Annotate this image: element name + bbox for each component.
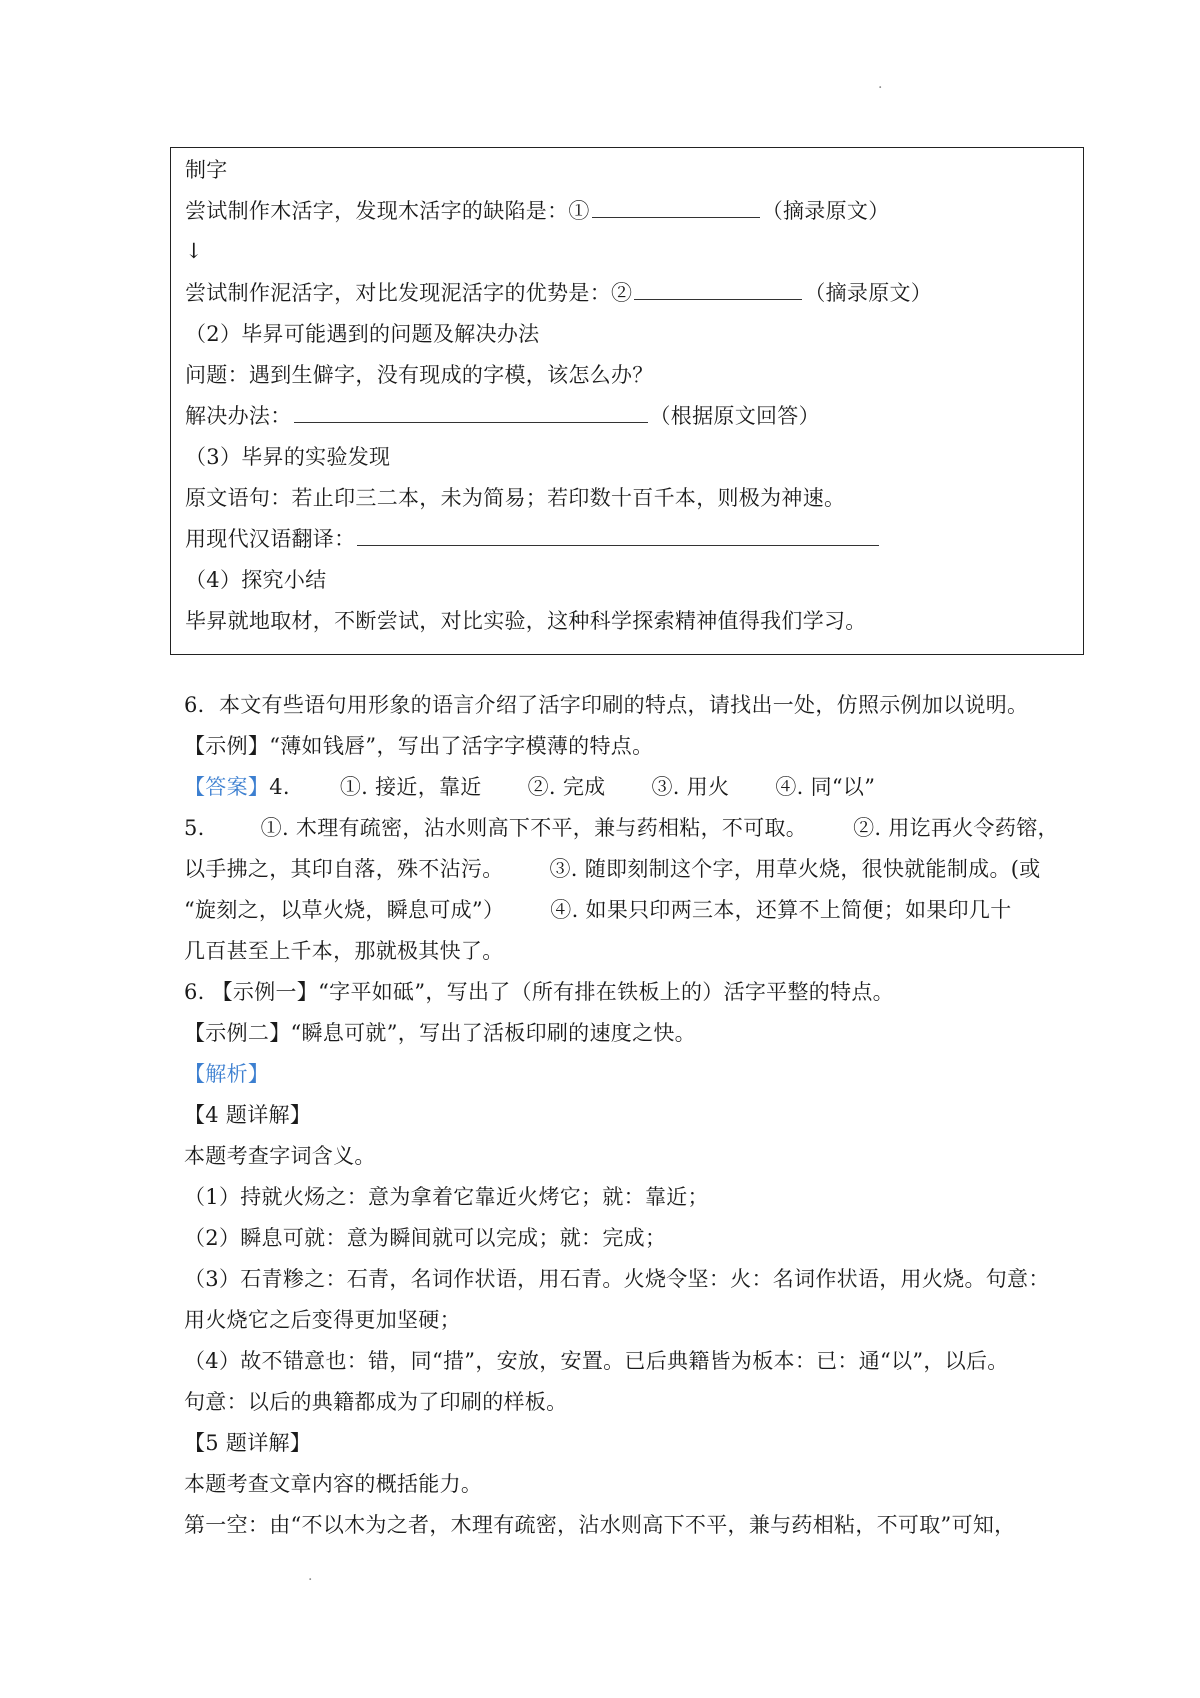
answer-blank[interactable] [592, 197, 760, 218]
paragraph: 第一空：由“不以木为之者，木理有疏密，沾水则高下不平，兼与药相粘，不可取”可知， [184, 1513, 1016, 1537]
answer-item: ②. 用讫再火令药镕， [853, 816, 1059, 840]
answer-item: ④. 如果只印两三本，还算不上简便；如果印几十 [550, 898, 1012, 922]
answer-item: ④. 同“以” [775, 775, 876, 799]
down-arrow: ↓ [185, 239, 203, 263]
paragraph: （3）石青糁之：石青，名词作状语，用石青。火烧令坚：火：名词作状语，用火烧。句意： [184, 1267, 1050, 1291]
answer-5-line [184, 854, 1041, 884]
answer-4-line [184, 772, 875, 802]
answer-blank[interactable] [634, 279, 802, 300]
example-line: 【示例】“薄如钱唇”，写出了活字字模薄的特点。 [184, 734, 654, 758]
answer-number: 4. [269, 775, 290, 799]
table-text: 尝试制作木活字，发现木活字的缺陷是：① [185, 199, 590, 223]
table-line: 毕昇就地取材，不断尝试，对比实验，这种科学探索精神值得我们学习。 [185, 609, 867, 633]
paragraph: 用火烧它之后变得更加坚硬； [184, 1308, 461, 1332]
paragraph: 句意：以后的典籍都成为了印刷的样板。 [184, 1390, 568, 1414]
answer-5-line [184, 895, 1012, 925]
answer-5-line [184, 813, 1059, 843]
table-text: 解决办法： [185, 404, 292, 428]
table-line: （4）探究小结 [185, 568, 327, 592]
answer-item: ③. 用火 [651, 775, 730, 799]
question-6: 6．本文有些语句用形象的语言介绍了活字印刷的特点，请找出一处，仿照示例加以说明。 [184, 693, 1029, 717]
detail-5-title: 【5 题详解】 [184, 1431, 312, 1455]
table-line [185, 196, 890, 226]
answer-blank[interactable] [294, 402, 648, 423]
paragraph: （1）持就火炀之：意为拿着它靠近火烤它；就：靠近； [184, 1185, 709, 1209]
answer-item: ①. 接近，靠近 [339, 775, 482, 799]
detail-4-title: 【4 题详解】 [184, 1103, 312, 1127]
answer-blank[interactable] [357, 525, 879, 546]
answer-5-line: 几百甚至上千本，那就极其快了。 [184, 939, 504, 963]
answer-item: ①. 木理有疏密，沾水则高下不平，兼与药相粘，不可取。 [260, 816, 808, 840]
answer-tag: 【答案】 [184, 775, 270, 799]
table-line: （3）毕昇的实验发现 [185, 445, 391, 469]
answer-item: “旋刻之，以草火烧，瞬息可成”） [184, 898, 505, 922]
analysis-tag: 【解析】 [184, 1062, 270, 1086]
table-line: 问题：遇到生僻字，没有现成的字模，该怎么办？ [185, 363, 654, 387]
table-line: 原文语句：若止印三二本，未为简易；若印数十百千本，则极为神速。 [185, 486, 846, 510]
answer-6-line: 【示例二】“瞬息可就”，写出了活板印刷的速度之快。 [184, 1021, 696, 1045]
table-text: （根据原文回答） [649, 404, 820, 428]
table-line [185, 524, 881, 554]
answer-item: 以手拂之，其印自落，殊不沾污。 [184, 857, 504, 881]
table-text: （摘录原文） [804, 281, 933, 305]
paragraph: （4）故不错意也：错，同“措”，安放，安置。已后典籍皆为板本：已：通“以”，以后。 [184, 1349, 1009, 1373]
answer-item: ②. 完成 [527, 775, 606, 799]
paragraph: 本题考查字词含义。 [184, 1144, 376, 1168]
table-line [185, 401, 820, 431]
table-text: 用现代汉语翻译： [185, 527, 356, 551]
exploration-table [170, 147, 1084, 655]
answer-number: 5. [184, 816, 205, 840]
table-text: 尝试制作泥活字，对比发现泥活字的优势是：② [185, 281, 633, 305]
answer-6-line: 6. 【示例一】“字平如砥”，写出了（所有排在铁板上的）活字平整的特点。 [184, 980, 894, 1004]
table-line: （2）毕昇可能遇到的问题及解决办法 [185, 322, 540, 346]
answer-item: ③. 随即刻制这个字，用草火烧，很快就能制成。(或 [549, 857, 1041, 881]
scan-dot-bottom: · [308, 1572, 313, 1588]
paragraph: （2）瞬息可就：意为瞬间就可以完成；就：完成； [184, 1226, 667, 1250]
table-line: 制字 [185, 158, 228, 182]
paragraph: 本题考查文章内容的概括能力。 [184, 1472, 483, 1496]
table-line [185, 278, 932, 308]
scan-dot-top: · [878, 80, 883, 96]
table-text: （摘录原文） [761, 199, 890, 223]
